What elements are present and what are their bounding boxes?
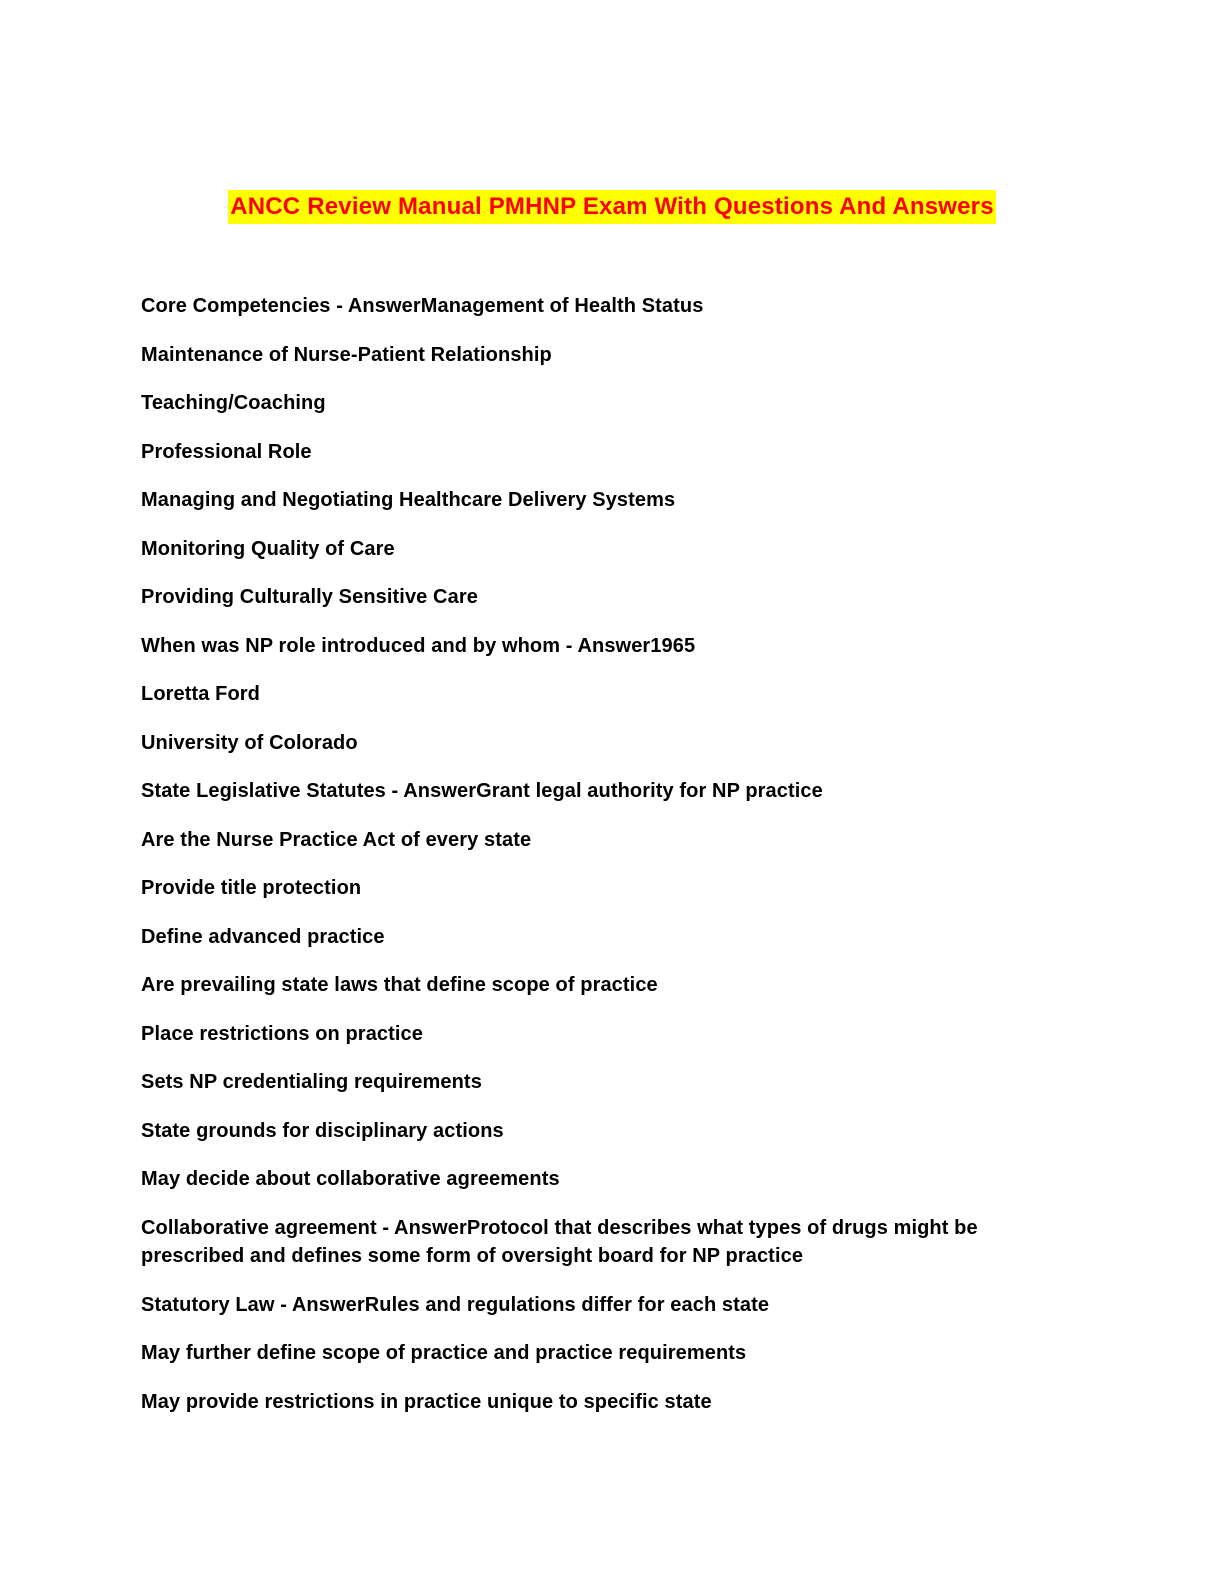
text-line: Core Competencies - AnswerManagement of Health Status xyxy=(141,295,704,317)
text-line: Loretta Ford xyxy=(141,683,260,705)
title-container xyxy=(0,190,1224,224)
text-line: University of Colorado xyxy=(141,731,358,754)
text-line: Are the Nurse Practice Act of every state xyxy=(141,828,532,851)
text-line: Statutory Law - AnswerRules and regulations differ for each state xyxy=(141,1293,770,1316)
text-line: Managing and Negotiating Healthcare Delivery Systems xyxy=(141,489,676,511)
text-line: Monitoring Quality of Care xyxy=(141,537,395,560)
text-line: Define advanced practice xyxy=(141,925,385,948)
text-line: Place restrictions on practice xyxy=(141,1022,424,1045)
text-line: Maintenance of Nurse-Patient Relationship xyxy=(141,343,552,366)
text-line: May decide about collaborative agreements xyxy=(141,1168,560,1190)
text-line: State Legislative Statutes - AnswerGrant legal authority for NP practice xyxy=(141,780,823,802)
text-line: Professional Role xyxy=(141,440,312,463)
text-line: May further define scope of practice and practice requirements xyxy=(141,1342,747,1364)
text-line: May provide restrictions in practice unique to specific state xyxy=(141,1390,712,1413)
text-line: Collaborative agreement - AnswerProtocol that describes what types of drugs might be prescribed and defines some form of oversight board for NP practice xyxy=(141,1216,978,1267)
text-line: Sets NP credentialing requirements xyxy=(141,1071,482,1093)
document-title: ANCC Review Manual PMHNP Exam With Questions And Answers xyxy=(228,190,996,224)
text-line: Are prevailing state laws that define scope of practice xyxy=(141,974,658,996)
text-line: State grounds for disciplinary actions xyxy=(141,1119,504,1142)
text-line: When was NP role introduced and by whom - Answer1965 xyxy=(141,634,696,657)
text-line: Teaching/Coaching xyxy=(141,392,326,414)
text-line: Providing Culturally Sensitive Care xyxy=(141,586,478,608)
document-body xyxy=(141,292,1081,1436)
text-line: Provide title protection xyxy=(141,877,362,899)
